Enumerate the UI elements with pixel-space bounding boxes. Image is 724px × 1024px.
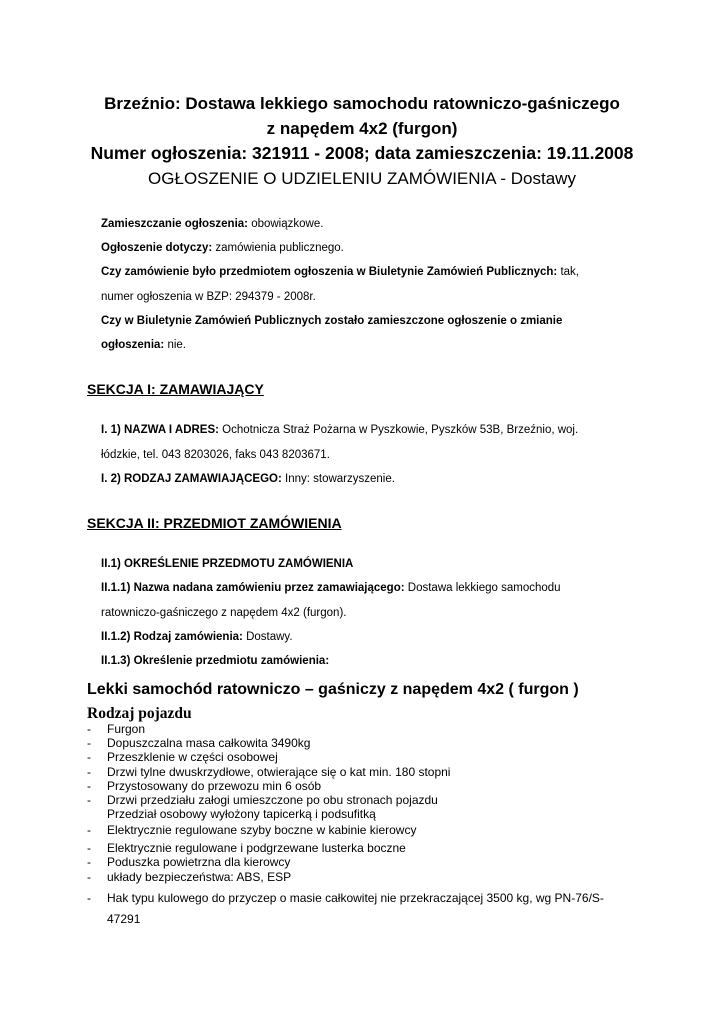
list-dash: - (87, 891, 91, 905)
list-item: - Przystosowany do przewozu min 6 osób (87, 778, 322, 793)
intro-concerns (101, 240, 344, 256)
vehicle-spec-list-b (87, 823, 416, 884)
section-1-name-value: Ochotnicza Straż Pożarna w Pyszkowie, Pyszków 53B, Brzeźnio, woj. (218, 424, 579, 436)
list-dash: - (87, 722, 91, 736)
section-2-order-name-value: Dostawa lekkiego samochodu (404, 582, 561, 594)
intro-concerns-label: Ogłoszenie dotyczy: (101, 242, 213, 254)
title-announcement-number: Numer ogłoszenia: 321911 - 2008; data zamieszczenia: 19.11.2008 (90, 143, 634, 163)
list-item: - Drzwi tylne dwuskrzydłowe, otwierające się o kat min. 180 stopni (87, 764, 451, 779)
section-1-type-label: I. 2) RODZAJ ZAMAWIAJĄCEGO: (101, 473, 282, 485)
section-1-heading: SEKCJA I: ZAMAWIAJĄCY (87, 381, 264, 397)
intro-change-value: nie. (164, 339, 187, 351)
section-2-subject-label: II.1) OKREŚLENIE PRZEDMOTU ZAMÓWIENIA (101, 558, 354, 570)
intro-obligation-value: obowiązkowe. (248, 218, 324, 230)
vehicle-heading: Lekki samochód ratowniczo – gaśniczy z napędem 4x2 ( furgon ) (87, 681, 579, 698)
list-dash: - (87, 823, 91, 837)
vehicle-type-heading: Rodzaj pojazdu (87, 705, 192, 722)
list-item-continuation: 47291 (107, 912, 141, 926)
section-2-heading: SEKCJA II: PRZEDMIOT ZAMÓWIENIA (87, 515, 342, 531)
section-2-order-name-cont: ratowniczo-gaśniczego z napędem 4x2 (furgon). (101, 607, 347, 619)
list-item: - Furgon (87, 722, 146, 736)
list-dash: - (87, 841, 91, 856)
section-1-type-value: Inny: stowarzyszenie. (281, 473, 395, 485)
list-dash: - (87, 869, 91, 884)
section-1-name-label: I. 1) NAZWA I ADRES: (101, 424, 219, 436)
section-2-order-type-value: Dostawy. (242, 631, 293, 643)
section-2-subject-heading (101, 556, 353, 572)
intro-obligation (101, 216, 323, 232)
list-dash: - (87, 764, 91, 779)
list-item: - Drzwi przedziału załogi umieszczone po obu stronach pojazdu (87, 793, 438, 808)
intro-concerns-value: zamówienia publicznego. (212, 242, 344, 254)
section-1-type (101, 471, 395, 487)
document-title (0, 91, 724, 191)
list-dash: - (87, 855, 91, 870)
intro-change-answer (101, 337, 186, 353)
title-line-1: Brzeźnio: Dostawa lekkiego samochodu ratowniczo-gaśniczego (104, 94, 620, 113)
vehicle-spec-list-a (87, 722, 450, 821)
intro-change-label-cont: ogłoszenia: (101, 339, 165, 351)
section-2-order-subject (101, 653, 329, 669)
section-2-order-name-label: II.1.1) Nazwa nadana zamówieniu przez zamawiającego: (101, 582, 405, 594)
section-2-order-type (101, 629, 293, 645)
list-dash: - (87, 778, 91, 793)
list-dash: - (87, 793, 91, 808)
section-2-order-name (101, 580, 561, 596)
list-item: - Hak typu kulowego do przyczep o masie całkowitej nie przekraczającej 3500 kg, wg PN-76/S- (87, 888, 604, 909)
intro-bzp-question (101, 264, 579, 280)
intro-bzp-label: Czy zamówienie było przedmiotem ogłoszenia w Biuletynie Zamówień Publicznych: (101, 266, 558, 278)
section-1-contact: łódzkie, tel. 043 8203026, faks 043 8203671. (101, 449, 330, 461)
list-item-continuation: Przedział osobowy wyłożony tapicerką i podsufitką (107, 807, 376, 822)
list-item: - Elektrycznie regulowane i podgrzewane lusterka boczne (87, 841, 406, 856)
list-dash: - (87, 736, 91, 751)
intro-obligation-label: Zamieszczanie ogłoszenia: (101, 218, 248, 230)
list-item: - układy bezpieczeństwa: ABS, ESP (87, 869, 292, 884)
list-item: - Poduszka powietrzna dla kierowcy (87, 855, 291, 870)
intro-change-label: Czy w Biuletynie Zamówień Publicznych zostało zamieszczone ogłoszenie o zmianie (101, 315, 563, 327)
section-2-order-type-label: II.1.2) Rodzaj zamówienia: (101, 631, 243, 643)
intro-bzp-number: numer ogłoszenia w BZP: 294379 - 2008r. (101, 291, 316, 303)
vehicle-spec-list-c (87, 888, 604, 930)
intro-change-question (101, 313, 562, 329)
section-1-name-address (101, 422, 578, 438)
list-dash: - (87, 750, 91, 765)
list-item: - Elektrycznie regulowane szyby boczne w kabinie kierowcy (87, 823, 417, 837)
list-item: - Dopuszczalna masa całkowita 3490kg (87, 736, 311, 751)
list-item: - Przeszklenie w części osobowej (87, 750, 278, 765)
intro-bzp-value: tak, (557, 266, 579, 278)
section-2-order-subject-label: II.1.3) Określenie przedmiotu zamówienia: (101, 655, 330, 667)
title-announcement-type: OGŁOSZENIE O UDZIELENIU ZAMÓWIENIA - Dostawy (148, 169, 576, 188)
title-line-2: z napędem 4x2 (furgon) (266, 119, 458, 138)
